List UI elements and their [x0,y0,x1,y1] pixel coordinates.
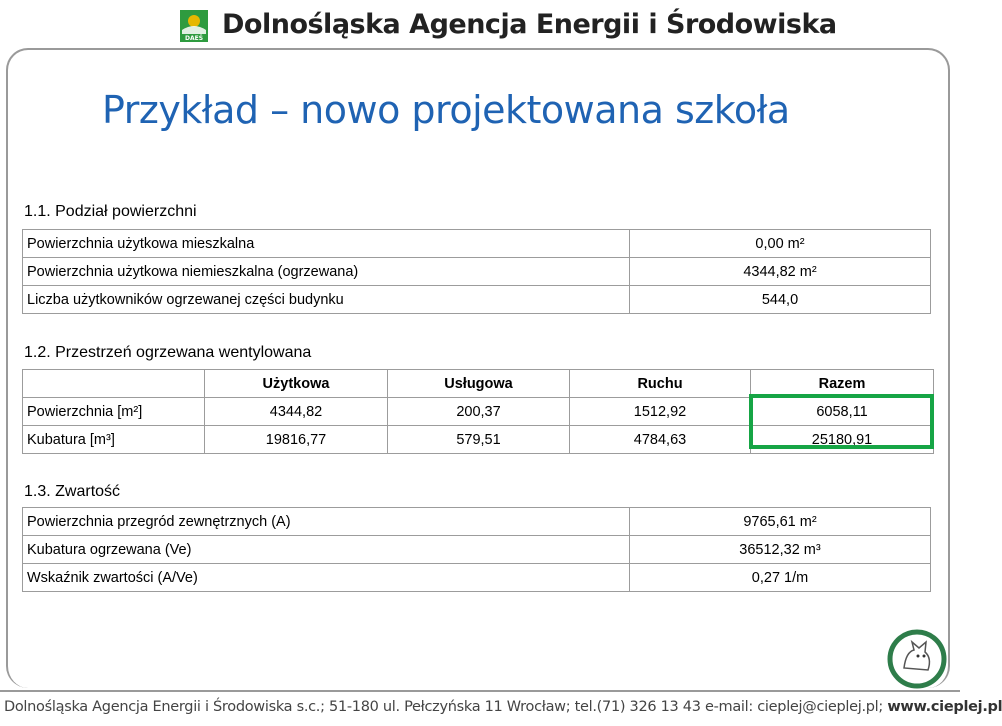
cell-uzytkowa: 4344,82 [205,398,388,426]
table-row [23,258,931,286]
footer-contact [4,699,1002,715]
row-label: Liczba użytkowników ogrzewanej części budynku [23,286,630,314]
row-label: Kubatura [m³] [23,426,205,454]
row-label: Powierzchnia [m²] [23,398,205,426]
row-label: Wskaźnik zwartości (A/Ve) [23,564,630,592]
row-label: Powierzchnia użytkowa niemieszkalna (ogrzewana) [23,258,630,286]
table-row [23,508,931,536]
header-bar [0,0,960,48]
row-value: 4344,82 m² [630,258,931,286]
row-value: 36512,32 m³ [630,536,931,564]
column-header-empty [23,370,205,398]
footer-divider [0,690,960,692]
row-value: 0,00 m² [630,230,931,258]
cell-ruchu: 1512,92 [570,398,751,426]
razem-highlight-box [749,394,934,449]
cell-uslugowa: 200,37 [388,398,570,426]
compactness-table [22,507,931,592]
logo-text: DAEŚ [184,35,204,42]
column-header-uzytkowa: Użytkowa [205,370,388,398]
cell-uslugowa: 579,51 [388,426,570,454]
column-header-ruchu: Ruchu [570,370,751,398]
cieplej-cat-logo-icon [884,628,950,690]
cell-razem: 25180,91 [751,426,934,454]
footer-website-link[interactable]: www.cieplej.pl [887,699,1002,715]
cell-ruchu: 4784,63 [570,426,751,454]
row-label: Powierzchnia użytkowa mieszkalna [23,230,630,258]
section-heading-3: 1.3. Zwartość [24,483,121,500]
section-heading-1: 1.1. Podział powierzchni [24,203,197,220]
organization-name: Dolnośląska Agencja Energii i Środowiska [222,9,837,40]
table-row [23,536,931,564]
slide-frame [6,48,950,688]
footer-address: Dolnośląska Agencja Energii i Środowiska s.c.; 51-180 ul. Pełczyńska 11 Wrocław; tel.(71) 326 13 43 e-mail: cieplej@cieplej.pl; [4,699,883,715]
table-row [23,286,931,314]
row-value: 9765,61 m² [630,508,931,536]
column-header-razem: Razem [751,370,934,398]
row-label: Kubatura ogrzewana (Ve) [23,536,630,564]
slide-title: Przykład – nowo projektowana szkoła [102,88,790,132]
cell-uzytkowa: 19816,77 [205,426,388,454]
table-row [23,564,931,592]
daes-logo-icon [180,10,208,42]
cell-razem: 6058,11 [751,398,934,426]
row-value: 544,0 [630,286,931,314]
column-header-uslugowa: Usługowa [388,370,570,398]
row-value: 0,27 1/m [630,564,931,592]
table-row [23,230,931,258]
surface-split-table [22,229,931,314]
row-label: Powierzchnia przegród zewnętrznych (A) [23,508,630,536]
section-heading-2: 1.2. Przestrzeń ogrzewana wentylowana [24,344,312,361]
